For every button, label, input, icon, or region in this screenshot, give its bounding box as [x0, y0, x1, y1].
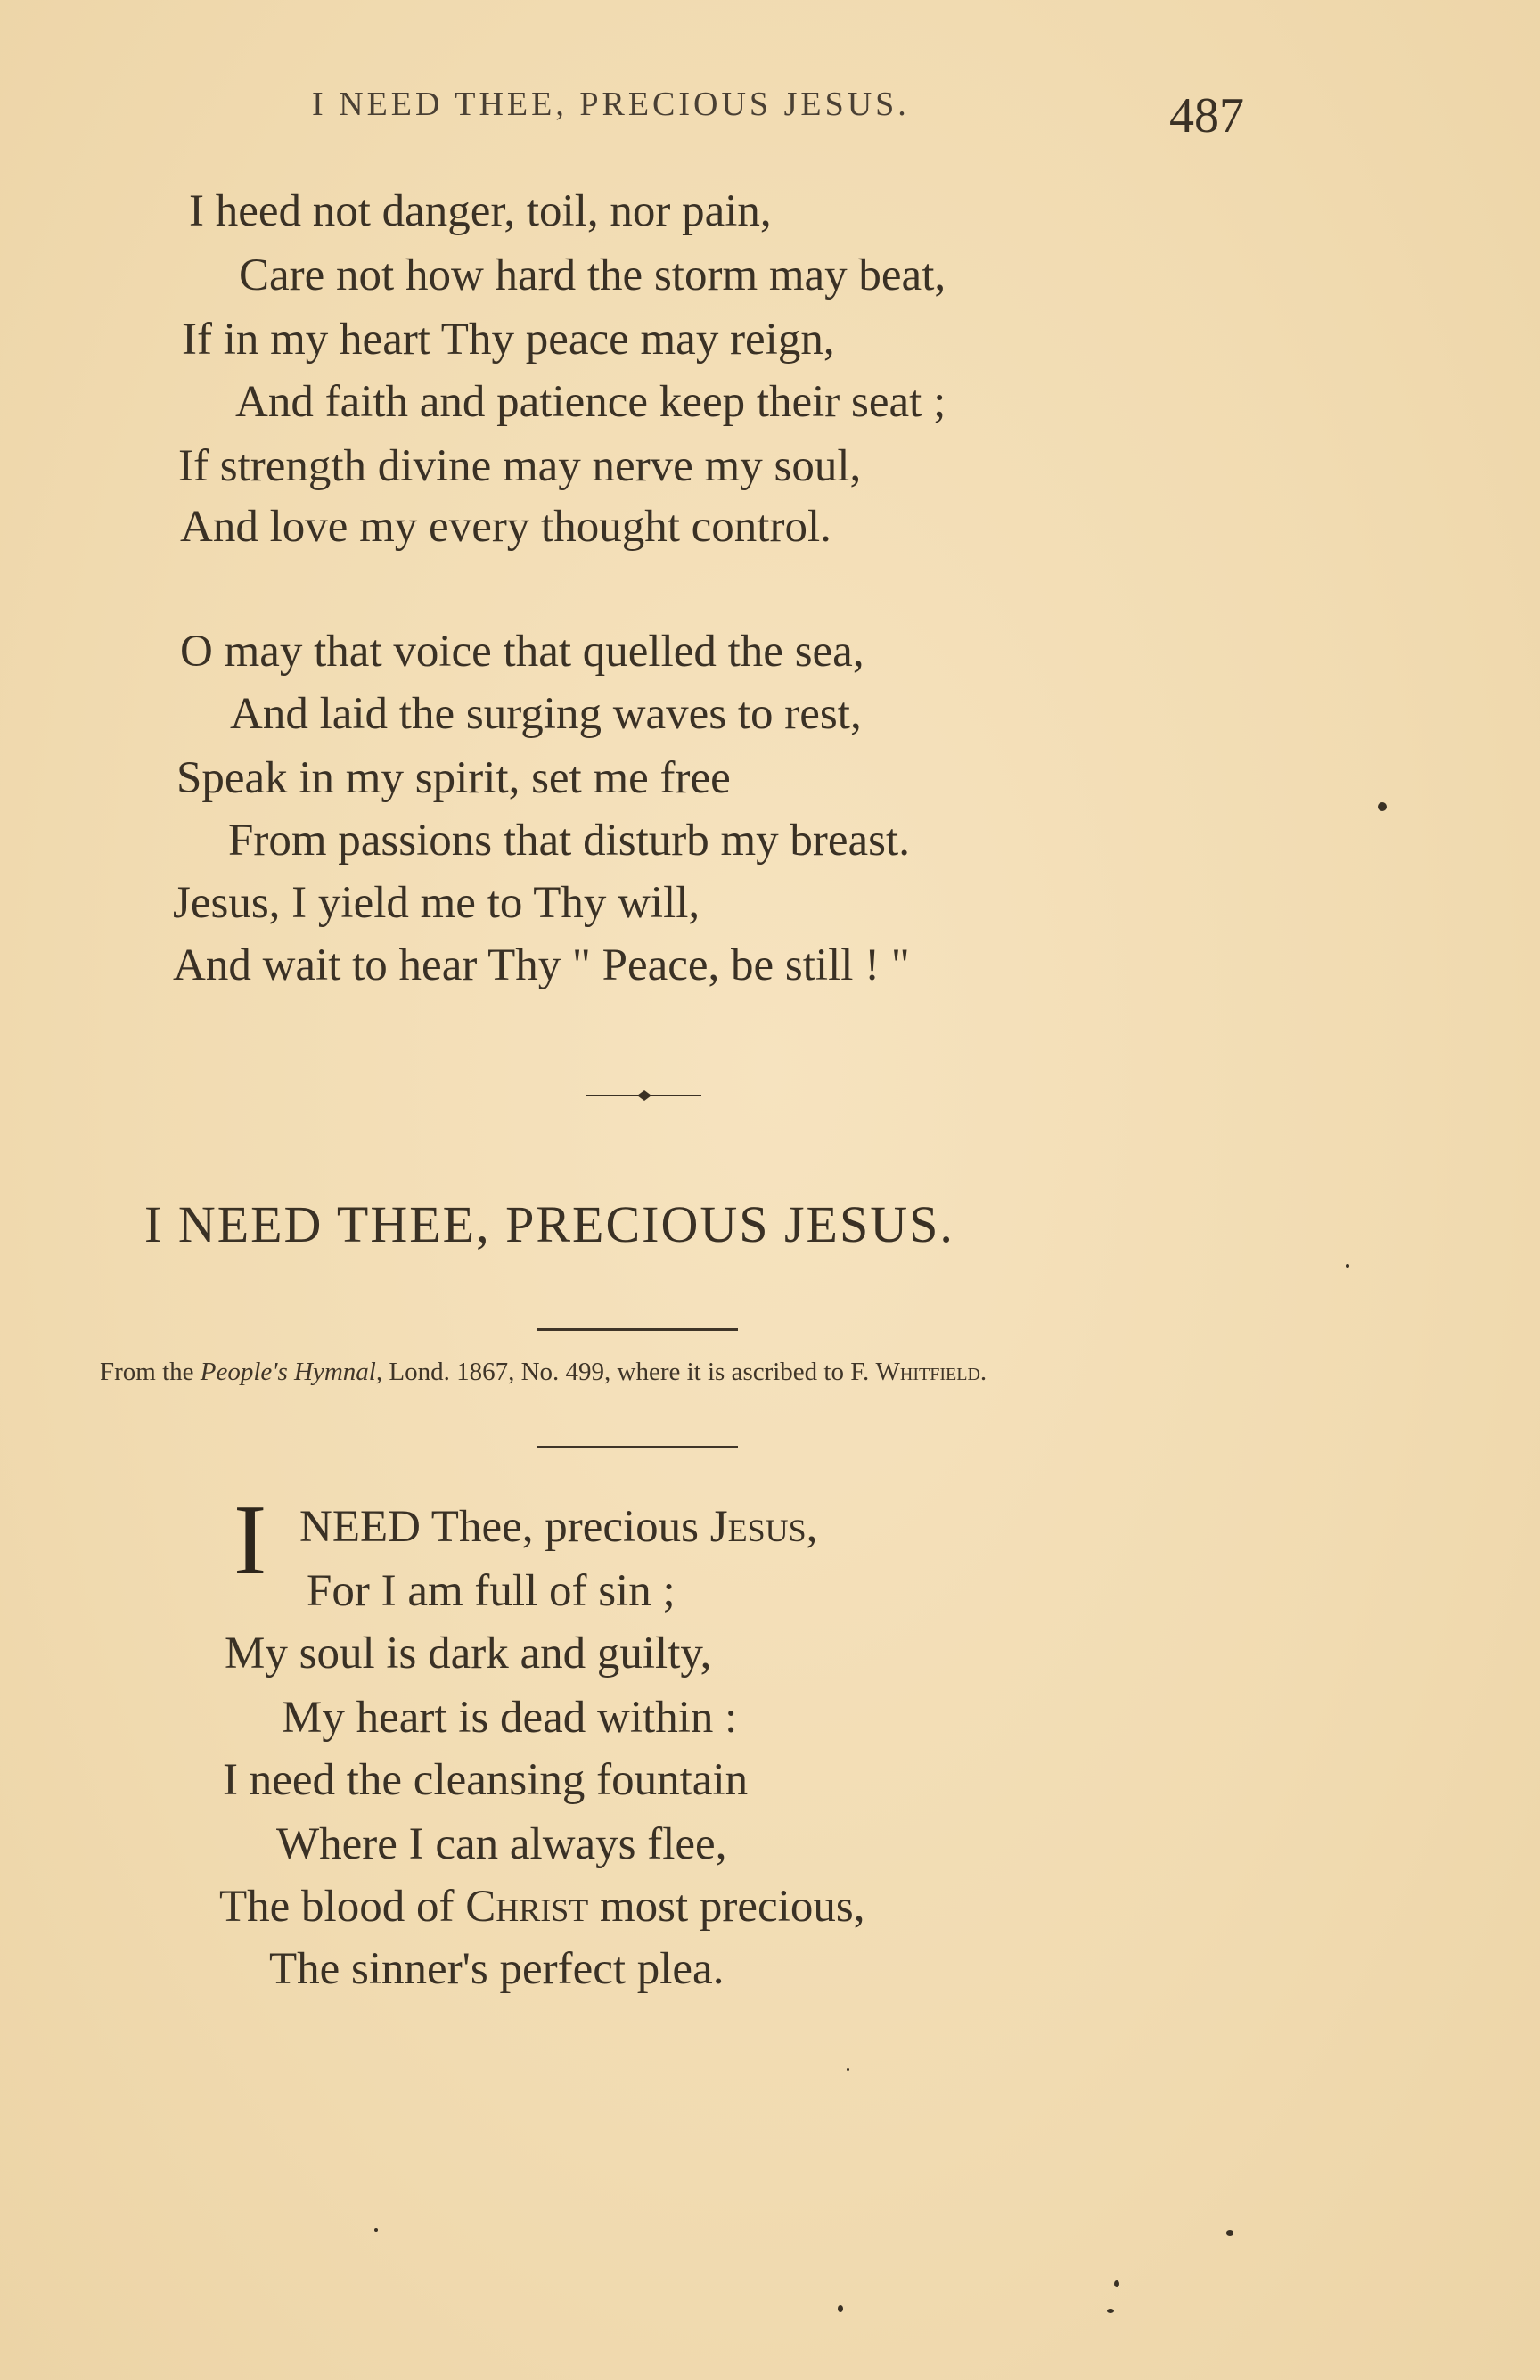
source-prefix: From the: [100, 1358, 194, 1386]
hymn-line-1: [299, 1502, 818, 1552]
hymn-line-1-text: NEED Thee, precious: [299, 1502, 699, 1552]
verse-line: My soul is dark and guilty,: [225, 1629, 712, 1678]
verse-line: And faith and patience keep their seat ;: [235, 377, 946, 427]
source-details: Lond. 1867, No. 499, where it is ascribed to F.: [389, 1358, 870, 1386]
hymn-title: I NEED THEE, PRECIOUS JESUS.: [144, 1195, 954, 1253]
ink-speck: [847, 2068, 849, 2071]
verse-line: From passions that disturb my breast.: [228, 816, 910, 866]
hymn-line-7-post: most precious,: [599, 1882, 865, 1932]
verse-line: Jesus, I yield me to Thy will,: [173, 878, 700, 928]
verse-line: And wait to hear Thy " Peace, be still ! ": [173, 940, 910, 990]
verse-line: Where I can always flee,: [276, 1819, 727, 1869]
verse-line: For I am full of sin ;: [307, 1566, 676, 1616]
drop-cap: I: [233, 1485, 267, 1596]
hymn-line-7: [219, 1884, 864, 1930]
verse-line: Speak in my spirit, set me free: [176, 753, 731, 803]
ink-speck: [374, 2228, 378, 2232]
ink-speck: [1107, 2309, 1114, 2313]
verse-line: Care not how hard the storm may beat,: [239, 250, 946, 300]
ink-speck: [1226, 2230, 1233, 2236]
verse-line: If strength divine may nerve my soul,: [178, 441, 862, 491]
ink-speck: [1346, 1264, 1349, 1268]
verse-line: I heed not danger, toil, nor pain,: [189, 186, 772, 236]
source-author: Whitfield.: [875, 1358, 987, 1386]
hymn-line-7-pre: The blood of: [219, 1882, 455, 1932]
source-note: [46, 1355, 1241, 1389]
verse-line: I need the cleansing fountain: [223, 1755, 749, 1805]
ornament-divider: [586, 1089, 701, 1102]
verse-line: And laid the surging waves to rest,: [230, 689, 862, 739]
running-head: I NEED THEE, PRECIOUS JESUS.: [312, 86, 910, 123]
title-rule: [537, 1328, 738, 1331]
ink-speck: [1114, 2280, 1119, 2287]
verse-line: O may that voice that quelled the sea,: [180, 627, 864, 677]
note-rule: [537, 1446, 738, 1448]
ink-speck: [1378, 802, 1387, 811]
verse-line: And love my every thought control.: [180, 502, 831, 552]
page-number: 487: [1169, 88, 1244, 144]
verse-line: If in my heart Thy peace may reign,: [182, 315, 835, 365]
verse-line: My heart is dead within :: [282, 1693, 738, 1743]
verse-line: The sinner's perfect plea.: [269, 1944, 725, 1994]
name-christ: Christ: [465, 1882, 589, 1932]
ink-speck: [838, 2305, 843, 2312]
source-book: People's Hymnal,: [200, 1358, 383, 1386]
name-jesus: Jesus,: [709, 1502, 818, 1552]
